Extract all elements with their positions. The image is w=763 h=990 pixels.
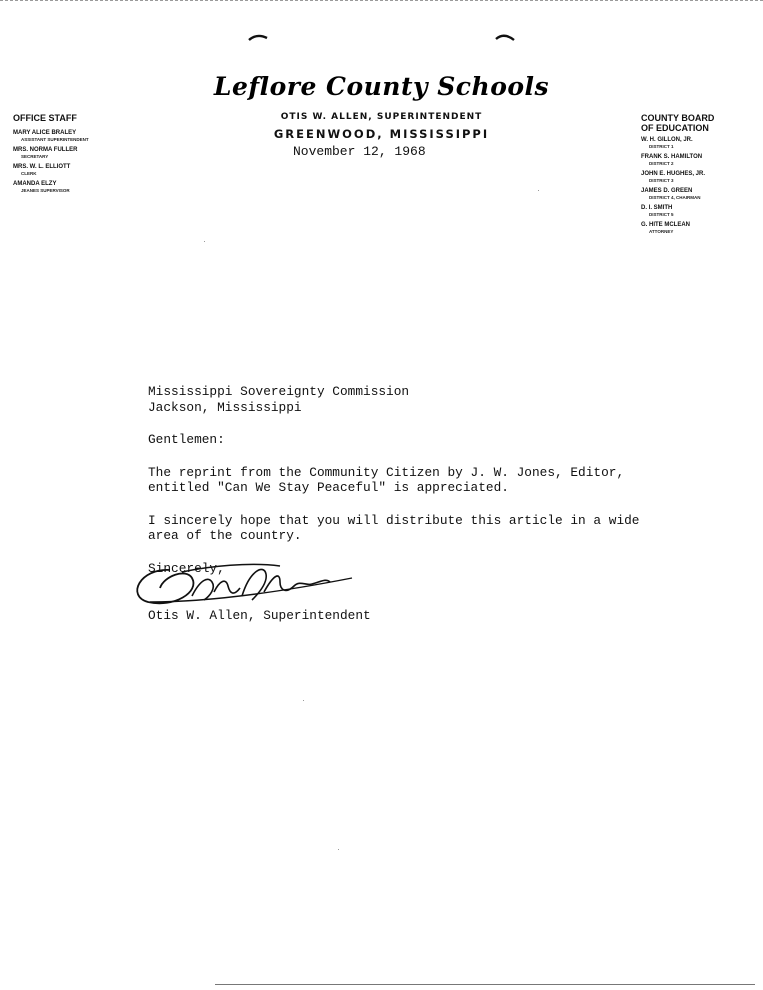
- paragraph-line: entitled "Can We Stay Peaceful" is appreciated.: [148, 480, 509, 495]
- staff-name: MRS. W. L. ELLIOTT: [13, 164, 71, 170]
- board-role: DISTRICT 1: [649, 144, 674, 149]
- paper-speck: [538, 190, 539, 191]
- staff-name: MARY ALICE BRALEY: [13, 130, 77, 136]
- salutation: Gentlemen:: [148, 432, 225, 447]
- paper-speck: [338, 849, 339, 850]
- board-entry: [641, 137, 761, 149]
- board-name: JOHN E. HUGHES, JR.: [641, 171, 706, 177]
- closing: Sincerely,: [148, 560, 225, 576]
- staff-role: ASSISTANT SUPERINTENDENT: [21, 137, 89, 142]
- letter-body: [148, 384, 648, 576]
- board-role: ATTORNEY: [649, 229, 674, 234]
- paragraph-line: area of the country.: [148, 528, 302, 543]
- board-name: G. HITE MCLEAN: [641, 222, 690, 228]
- page-bottom-edge: [215, 984, 755, 985]
- board-member-list: [641, 137, 761, 234]
- staff-name: AMANDA ELZY: [13, 181, 57, 187]
- staff-entry: [13, 181, 138, 193]
- county-board-column: [641, 113, 761, 239]
- staff-role: SECRETARY: [21, 154, 49, 159]
- staff-entry: [13, 164, 138, 176]
- board-role: DISTRICT 2: [649, 161, 674, 166]
- signer-name: Otis W. Allen, Superintendent: [148, 608, 371, 623]
- board-entry: [641, 171, 761, 183]
- office-staff-list: [13, 130, 138, 193]
- board-heading-line2: OF EDUCATION: [641, 123, 709, 133]
- staff-entry: [13, 147, 138, 159]
- paragraph-line: I sincerely hope that you will distribute this article in a wide: [148, 512, 640, 528]
- board-name: W. H. GILLON, JR.: [641, 137, 693, 143]
- board-name: JAMES D. GREEN: [641, 188, 693, 194]
- board-name: FRANK S. HAMILTON: [641, 154, 703, 160]
- staff-entry: [13, 130, 138, 142]
- board-role: DISTRICT 3: [649, 178, 674, 183]
- city-line: GREENWOOD, MISSISSIPPI: [273, 127, 490, 141]
- paper-speck: [303, 700, 304, 701]
- staff-name: MRS. NORMA FULLER: [13, 147, 78, 153]
- staff-role: JEANES SUPERVISOR: [21, 188, 70, 193]
- recipient-line: Jackson, Mississippi: [148, 399, 302, 415]
- paper-speck: [204, 241, 205, 242]
- office-staff-heading: OFFICE STAFF: [13, 113, 77, 123]
- board-role: DISTRICT 4, CHAIRMAN: [649, 195, 701, 200]
- board-entry: [641, 205, 761, 217]
- letterhead-title: Leflore County Schools: [213, 72, 550, 101]
- board-entry: [641, 222, 761, 234]
- board-heading-line1: COUNTY BOARD: [641, 113, 715, 123]
- board-name: D. I. SMITH: [641, 205, 673, 211]
- handwritten-signature: [130, 556, 360, 608]
- binder-mark-left: [247, 32, 269, 42]
- superintendent-line: OTIS W. ALLEN, SUPERINTENDENT: [280, 112, 483, 122]
- office-staff-column: [13, 113, 138, 198]
- recipient-line: Mississippi Sovereignty Commission: [148, 384, 410, 399]
- board-entry: [641, 154, 761, 166]
- letter-date: November 12, 1968: [293, 144, 426, 159]
- staff-role: CLERK: [21, 171, 37, 176]
- binder-mark-right: [494, 32, 516, 42]
- page-top-edge: [0, 0, 763, 1]
- board-role: DISTRICT 5: [649, 212, 674, 217]
- paragraph-line: The reprint from the Community Citizen by J. W. Jones, Editor,: [148, 464, 625, 480]
- board-entry: [641, 188, 761, 200]
